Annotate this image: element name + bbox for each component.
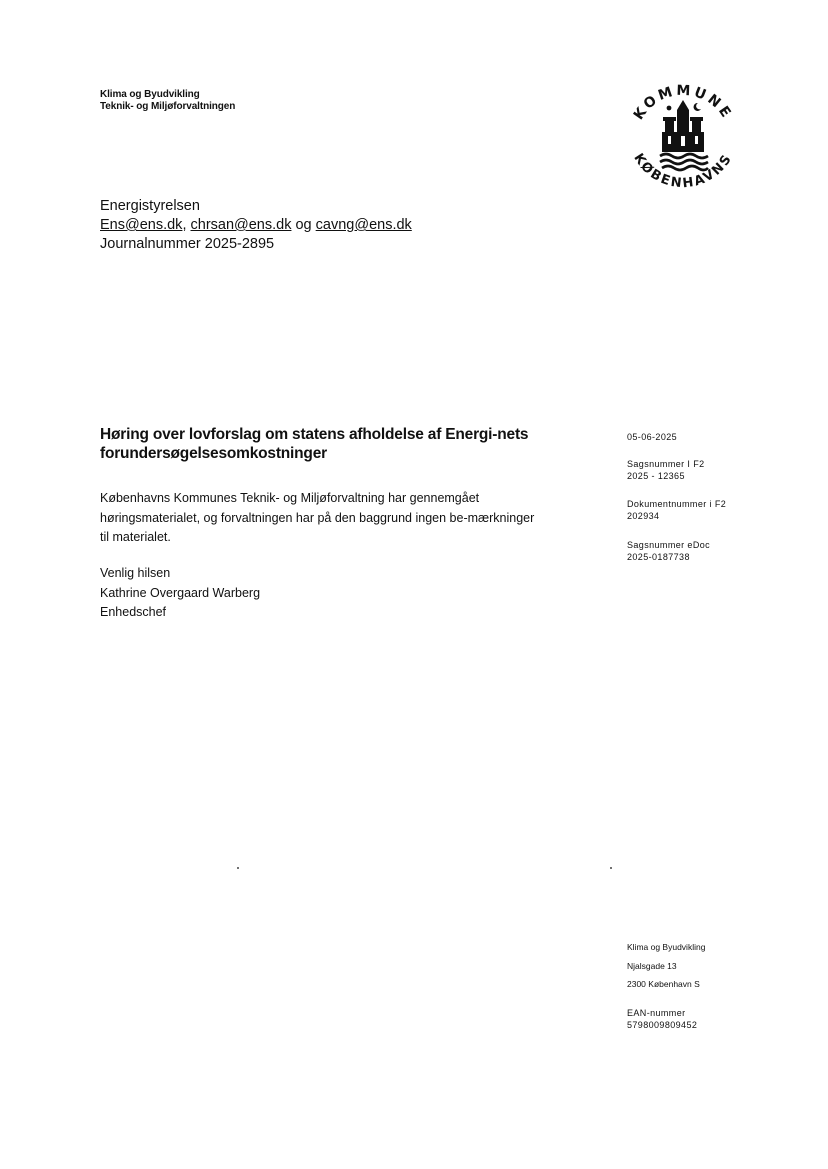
moon-icon	[694, 103, 701, 111]
scan-speck	[610, 867, 612, 869]
recipient-name: Energistyrelsen	[100, 198, 200, 214]
sender-block	[100, 89, 235, 113]
seal-text-bottom: KØBENHAVNS	[630, 151, 736, 192]
edoc-number-label: Sagsnummer eDoc	[627, 540, 711, 550]
footer-address	[627, 938, 705, 994]
signatory-title: Enhedschef	[100, 605, 167, 619]
footer-street: Njalsgade 13	[627, 960, 677, 971]
journal-number: Journalnummer 2025-2895	[100, 236, 275, 252]
email-separator: ,	[182, 217, 191, 233]
email-separator: og	[291, 217, 316, 233]
ean-value: 5798009809452	[627, 1020, 698, 1030]
edoc-number-value: 2025-0187738	[627, 552, 690, 562]
closing-greeting: Venlig hilsen	[100, 566, 171, 580]
footer-ean	[627, 1007, 697, 1031]
document-number-label: Dokumentnummer i F2	[627, 499, 727, 509]
letter-title: Høring over lovforslag om statens afholdelse af Energi-nets forundersøgelsesomkostninger	[100, 426, 529, 462]
footer-unit: Klima og Byudvikling	[627, 942, 706, 952]
recipient-emails	[100, 216, 412, 235]
case-number-value: 2025 - 12365	[627, 471, 685, 481]
waves-icon	[660, 154, 708, 170]
case-number-block	[627, 458, 705, 482]
footer-city: 2300 København S	[627, 979, 700, 989]
document-number-block	[627, 498, 726, 522]
edoc-number-block	[627, 539, 710, 563]
recipient-block	[100, 197, 412, 254]
email-link[interactable]: cavng@ens.dk	[315, 217, 412, 233]
sender-department: Klima og Byudvikling	[100, 89, 200, 100]
kobenhavns-kommune-seal-icon	[618, 72, 748, 196]
seal-text-top: KOMMUNE	[630, 82, 736, 123]
letter-date: 05-06-2025	[627, 432, 678, 442]
sender-administration: Teknik- og Miljøforvaltningen	[100, 101, 236, 112]
scan-speck	[237, 867, 239, 869]
case-number-label: Sagsnummer I F2	[627, 459, 705, 469]
email-link[interactable]: chrsan@ens.dk	[190, 217, 292, 233]
document-number-value: 202934	[627, 511, 660, 521]
signatory-name: Kathrine Overgaard Warberg	[100, 585, 261, 600]
letter-body: Københavns Kommunes Teknik- og Miljøforvaltning har gennemgået høringsmaterialet, og forvaltningen har på den baggrund ingen be-mærkninger til materialet.	[100, 491, 535, 544]
closing-block	[100, 564, 260, 623]
ean-label: EAN-nummer	[627, 1008, 686, 1018]
email-link[interactable]: Ens@ens.dk	[100, 217, 183, 233]
star-icon	[667, 106, 672, 111]
